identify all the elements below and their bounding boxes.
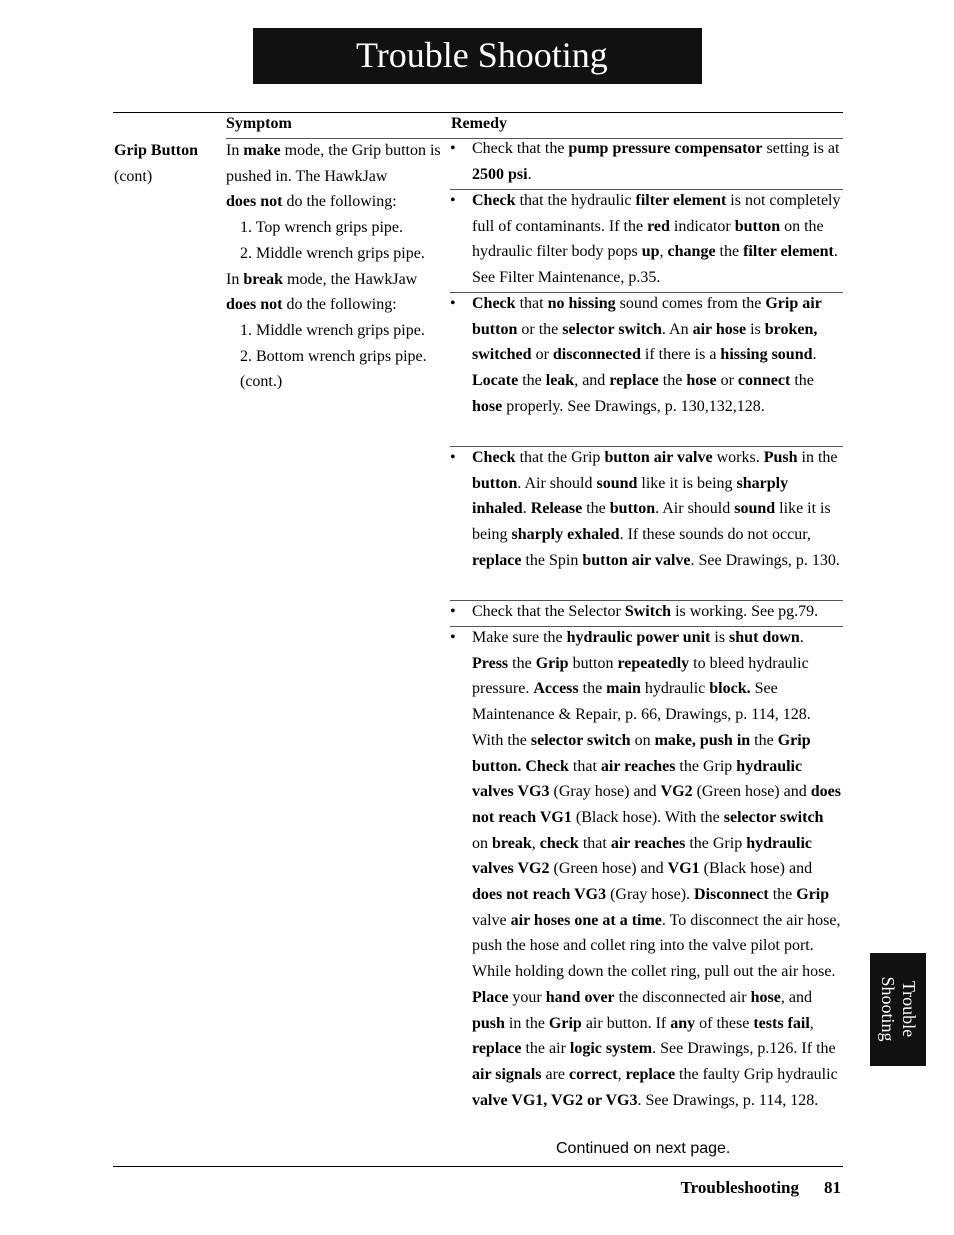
symptom-item: 2. Bottom wrench grips pipe. <box>240 347 427 365</box>
remedy-item <box>450 445 843 574</box>
text-bold: make <box>243 142 281 159</box>
continued-note: Continued on next page. <box>556 1140 731 1157</box>
bullet-icon: • <box>450 295 456 312</box>
text-bold: break <box>243 270 284 288</box>
remedy-text: Check that the Selector Switch is working. See pg.79. <box>472 603 819 620</box>
remedy-item <box>450 188 843 291</box>
tab-line: Shooting <box>878 976 898 1042</box>
table-bottom-rule <box>113 1166 843 1167</box>
text: mode, the HawkJaw <box>283 270 418 288</box>
symptom-item: 1. Top wrench grips pipe. <box>240 219 403 237</box>
symptom-item: 2. Middle wrench grips pipe. <box>240 244 425 262</box>
column-header-remedy: Remedy <box>451 115 507 132</box>
remedy-text: Check that the Grip button air valve works. Push in the button. Air should sound like it is being sharply inhaled. Release the button. Air should sound like it is being sharply exhaled. If these sounds do not occur, replace the Spin button air valve. See Drawings, p. 130. <box>472 449 840 569</box>
page-number: 81 <box>824 1178 841 1197</box>
remedy-text: Make sure the hydraulic power unit is shut down. Press the Grip button repeatedly to bleed hydraulic pressure. Access the main hydraulic block. See Maintenance & Repair, p. 66, Drawings, p. 114, 128. With the selector switch on make, push in the Grip button. Check that air reaches the Grip hydraulic valves VG3 (Gray hose) and VG2 (Green hose) and does not reach VG1 (Black hose). With the selector switch on break, check that air reaches the Grip hydraulic valves VG2 (Green hose) and VG1 (Black hose) and does not reach VG3 (Gray hose). Disconnect the Grip valve air hoses one at a time. To disconnect the air hose, push the hose and collet ring into the valve pilot port. While holding down the collet ring, pull out the air hose. Place your hand over the disconnected air hose, and push in the Grip air button. If any of these tests fail, replace the air logic system. See Drawings, p.126. If the air signals are correct, replace the faulty Grip hydraulic valve VG1, VG2 or VG3. See Drawings, p. 114, 128. <box>472 629 841 1109</box>
bullet-icon: • <box>450 192 456 209</box>
remedy-item <box>450 599 843 625</box>
remedy-text: Check that no hissing sound comes from the Grip air button or the selector switch. An air hose is broken, switched or disconnected if there is a hissing sound. Locate the leak, and replace the hose or connect the hose properly. See Drawings, p. 130,132,128. <box>472 295 822 415</box>
bullet-icon: • <box>450 603 456 620</box>
category-label: Grip Button <box>114 142 199 159</box>
remedy-text: Check that the pump pressure compensator setting is at 2500 psi. <box>472 140 840 183</box>
page-title: Trouble Shooting <box>356 35 608 75</box>
tab-line: Trouble <box>899 980 919 1038</box>
text: In <box>226 142 244 159</box>
symptom-item: 1. Middle wrench grips pipe. <box>240 321 425 339</box>
text: mode, the Grip button is pushed in. The HawkJaw <box>226 142 441 185</box>
bullet-icon: • <box>450 629 456 646</box>
remedy-text: Check that the hydraulic filter element is not completely full of contaminants. If the red indicator button on the hydraulic filter body pops up, change the filter element. See Filter Maintenance, p.35. <box>472 192 841 287</box>
category-note: (cont) <box>114 168 153 185</box>
symptom-cont: (cont.) <box>240 373 283 391</box>
footer-section: Troubleshooting <box>680 1178 799 1197</box>
page-footer <box>681 1177 841 1199</box>
remedy-item <box>450 625 843 1113</box>
remedy-item <box>450 291 843 420</box>
table-top-rule <box>113 112 843 113</box>
text: do the following: <box>282 193 397 211</box>
section-tab <box>870 953 926 1066</box>
category-cell <box>114 138 222 190</box>
text: In <box>226 270 244 288</box>
text-bold: does not <box>226 296 283 314</box>
column-header-symptom: Symptom <box>226 115 292 132</box>
page-title-banner <box>253 28 702 84</box>
text: do the following: <box>282 296 397 314</box>
bullet-icon: • <box>450 449 456 466</box>
bullet-icon: • <box>450 140 456 157</box>
text-bold: does not <box>226 193 283 211</box>
symptom-cell <box>226 138 448 395</box>
remedy-item <box>450 136 843 187</box>
section-tab-label <box>877 976 919 1041</box>
